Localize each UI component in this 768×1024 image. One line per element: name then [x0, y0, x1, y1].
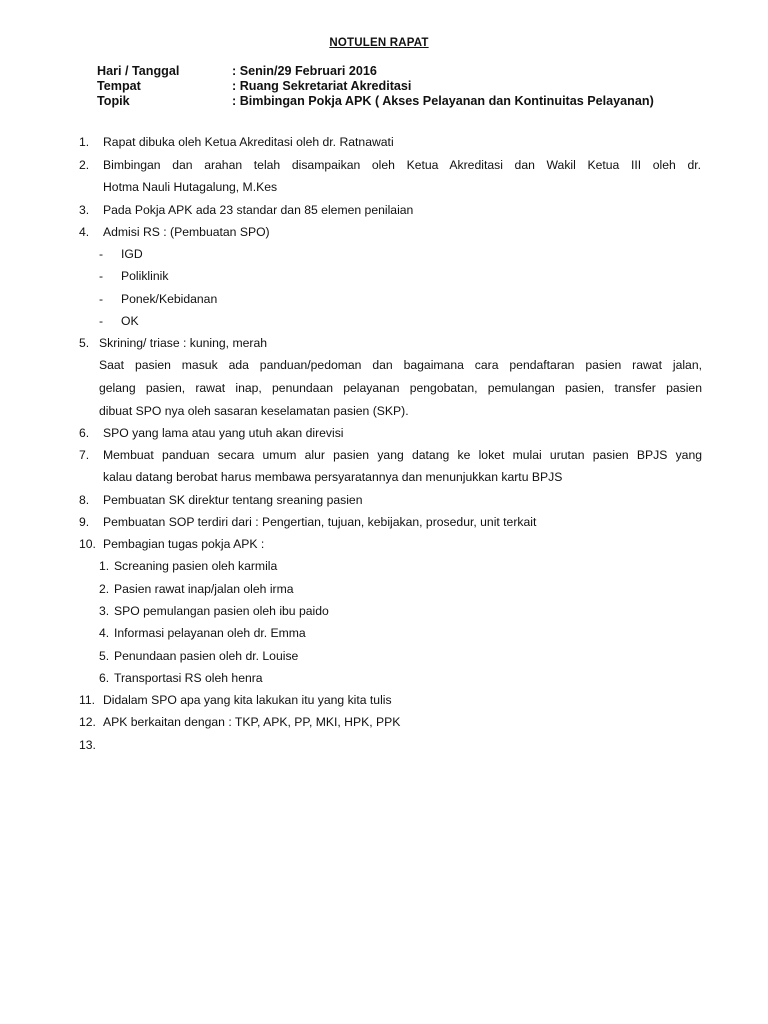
paragraph-line: Saat pasien masuk ada panduan/pedoman dan bagaimana cara pendaftaran pasien rawat jalan, — [99, 358, 702, 372]
sub-item-text: IGD — [121, 247, 143, 261]
item-text: kalau datang berobat harus membawa persyaratannya dan menunjukkan kartu BPJS — [103, 470, 563, 484]
item-number: 2. — [79, 158, 90, 172]
item-text: Rapat dibuka oleh Ketua Akreditasi oleh dr. Ratnawati — [103, 135, 394, 149]
item-text: Hotma Nauli Hutagalung, M.Kes — [103, 180, 278, 194]
item-number: 11. — [79, 693, 96, 707]
item-text: SPO yang lama atau yang utuh akan direvisi — [103, 426, 344, 440]
item-text: Skrining/ triase : kuning, merah — [99, 336, 267, 350]
item-text: Pembuatan SK direktur tentang sreaning pasien — [103, 493, 363, 507]
sub-item-number: 1. — [99, 559, 110, 573]
bullet-dash: - — [99, 314, 104, 328]
item-number: 10. — [79, 537, 96, 551]
item-number: 1. — [79, 135, 90, 149]
meta-value: : Senin/29 Februari 2016 — [232, 64, 377, 78]
item-number: 9. — [79, 515, 90, 529]
sub-item-text: Informasi pelayanan oleh dr. Emma — [114, 626, 306, 640]
item-text: Pembuatan SOP terdiri dari : Pengertian, tujuan, kebijakan, prosedur, unit terkait — [103, 515, 537, 529]
item-number: 8. — [79, 493, 90, 507]
sub-item-number: 5. — [99, 649, 110, 663]
sub-item-text: Penundaan pasien oleh dr. Louise — [114, 649, 299, 663]
item-text: Pembagian tugas pokja APK : — [103, 537, 265, 551]
item-text: Admisi RS : (Pembuatan SPO) — [103, 225, 270, 239]
document-title: NOTULEN RAPAT — [329, 37, 429, 49]
bullet-dash: - — [99, 247, 104, 261]
item-number: 4. — [79, 225, 90, 239]
item-text: Didalam SPO apa yang kita lakukan itu yang kita tulis — [103, 693, 392, 707]
sub-item-text: Ponek/Kebidanan — [121, 292, 218, 306]
sub-item-text: Screaning pasien oleh karmila — [114, 559, 278, 573]
sub-item-number: 3. — [99, 604, 110, 618]
bullet-dash: - — [99, 292, 104, 306]
sub-item-text: SPO pemulangan pasien oleh ibu paido — [114, 604, 329, 618]
meta-row-topic — [97, 94, 654, 109]
item-number: 7. — [79, 448, 90, 462]
meta-label: Topik — [97, 94, 130, 108]
meta-label: Tempat — [97, 79, 141, 93]
sub-item-text: Poliklinik — [121, 269, 169, 283]
sub-item-text: OK — [121, 314, 139, 328]
item-number: 5. — [79, 336, 90, 350]
item-text: APK berkaitan dengan : TKP, APK, PP, MKI, HPK, PPK — [103, 715, 401, 729]
sub-item-number: 6. — [99, 671, 110, 685]
paragraph-line: dibuat SPO nya oleh sasaran keselamatan pasien (SKP). — [99, 404, 409, 418]
sub-item-number: 4. — [99, 626, 110, 640]
sub-item-text: Transportasi RS oleh henra — [114, 671, 263, 685]
meta-label: Hari / Tanggal — [97, 64, 180, 78]
sub-item-text: Pasien rawat inap/jalan oleh irma — [114, 582, 294, 596]
meeting-info — [97, 64, 654, 109]
item-number: 3. — [79, 203, 90, 217]
item-text: Membuat panduan secara umum alur pasien yang datang ke loket mulai urutan pasien BPJS yang — [103, 448, 702, 462]
bullet-dash: - — [99, 269, 104, 283]
item-number: 6. — [79, 426, 90, 440]
sub-item-number: 2. — [99, 582, 110, 596]
paragraph-line: gelang pasien, rawat inap, penundaan pelayanan pengobatan, pemulangan pasien, transfer pasien — [99, 381, 702, 395]
meta-row-place — [97, 79, 654, 94]
item-text: Pada Pokja APK ada 23 standar dan 85 elemen penilaian — [103, 203, 414, 217]
meta-row-date — [97, 64, 654, 79]
meta-value: : Ruang Sekretariat Akreditasi — [232, 79, 412, 93]
meta-value: : Bimbingan Pokja APK ( Akses Pelayanan dan Kontinuitas Pelayanan) — [232, 94, 654, 108]
item-number: 12. — [79, 715, 96, 729]
item-text: Bimbingan dan arahan telah disampaikan oleh Ketua Akreditasi dan Wakil Ketua III oleh dr. — [103, 158, 701, 172]
item-number: 13. — [79, 738, 96, 752]
